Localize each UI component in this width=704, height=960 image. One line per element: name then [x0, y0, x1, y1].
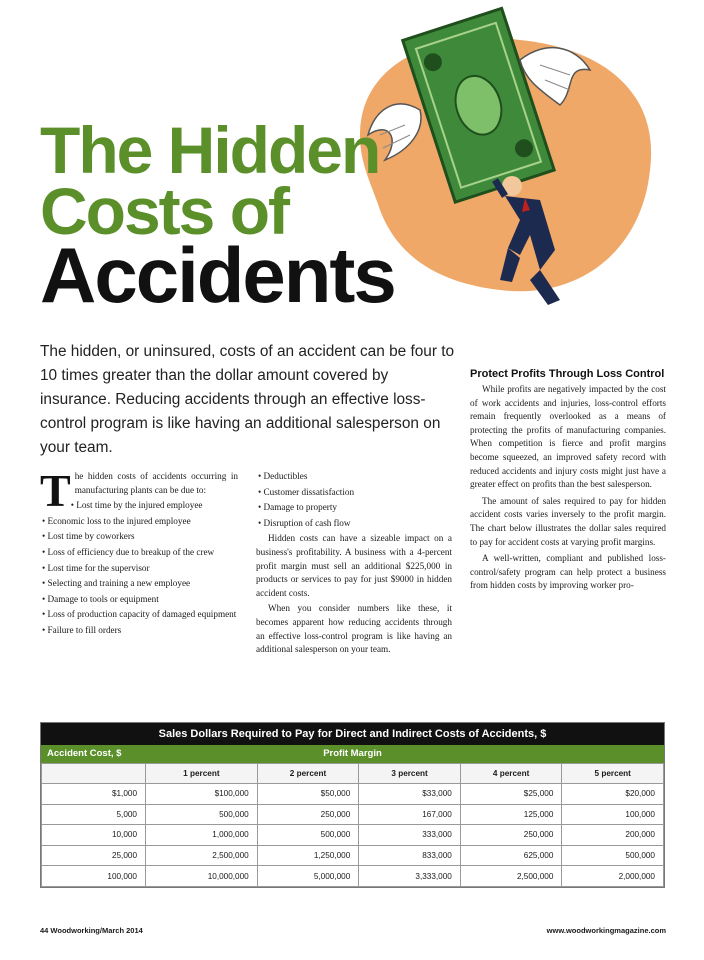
- title-line-3: Accidents: [40, 231, 395, 319]
- table-cell: $1,000: [42, 784, 146, 805]
- table-cell: 2,500,000: [146, 845, 258, 866]
- table-cell: 250,000: [460, 825, 562, 846]
- table-cell: 1,250,000: [257, 845, 359, 866]
- body-paragraph: Hidden costs can have a sizeable impact on a business's profitability. A business with a 4-percent profit margin must sell an additional $225,000 in products or services to pay for just $9000 in hidden accident costs.: [256, 533, 452, 598]
- table-cell: 125,000: [460, 804, 562, 825]
- list-item: • Loss of production capacity of damaged equipment: [42, 609, 237, 620]
- column-header: 2 percent: [257, 764, 359, 784]
- intro-paragraph: The hidden costs of accidents occurring in manufacturing plants can be due to:: [40, 465, 238, 516]
- table-row: [42, 825, 664, 846]
- footer-right: www.woodworkingmagazine.com: [546, 926, 666, 935]
- table-cell: $33,000: [359, 784, 461, 805]
- column-2: [256, 470, 452, 659]
- table-cell: 100,000: [42, 866, 146, 887]
- table-cell: $20,000: [562, 784, 664, 805]
- table-cell: 5,000,000: [257, 866, 359, 887]
- column-header: 4 percent: [460, 764, 562, 784]
- column-3: [470, 368, 666, 596]
- list-item: • Selecting and training a new employee: [42, 578, 191, 589]
- header-row: [42, 764, 664, 784]
- list-item: • Customer dissatisfaction: [258, 486, 355, 497]
- column-header: 1 percent: [146, 764, 258, 784]
- body-paragraph: When you consider numbers like these, it becomes apparent how reducing accidents through an effective loss-control program is like having an additional salesperson on your team.: [256, 603, 452, 655]
- list-item: • Lost time for the supervisor: [42, 562, 150, 573]
- table-row: [42, 804, 664, 825]
- table-row: [42, 784, 664, 805]
- title-line-1: The Hidden: [40, 113, 380, 187]
- table-cell: 25,000: [42, 845, 146, 866]
- table-cell: 2,000,000: [562, 866, 664, 887]
- sales-table: [40, 722, 665, 888]
- list-item: • Deductibles: [258, 471, 308, 481]
- list-item: • Damage to property: [258, 502, 337, 513]
- table-cell: 5,000: [42, 804, 146, 825]
- data-table: [41, 763, 664, 887]
- table-cell: $50,000: [257, 784, 359, 805]
- table-title: Sales Dollars Required to Pay for Direct and Indirect Costs of Accidents, $: [41, 723, 664, 745]
- list-item: • Failure to fill orders: [42, 624, 122, 635]
- table-cell: 500,000: [562, 845, 664, 866]
- title-line-2: Costs of: [40, 174, 288, 248]
- body-paragraph: A well-written, compliant and published loss-control/safety program can help protect a business from hidden costs by improving worker pro-: [470, 553, 666, 591]
- column-header: [42, 764, 146, 784]
- table-cell: 250,000: [257, 804, 359, 825]
- lede-paragraph: The hidden, or uninsured, costs of an accident can be four to 10 times greater than the dollar amount covered by insurance. Reducing accidents through an effective loss-control program is like having an additional salesperson on your team.: [40, 343, 455, 456]
- column-1: [40, 465, 238, 640]
- list-item: • Lost time by the injured employee: [70, 500, 203, 511]
- list-item: • Lost time by coworkers: [42, 531, 135, 542]
- table-cell: 500,000: [257, 825, 359, 846]
- table-group-header: [41, 745, 664, 763]
- table-row: [42, 866, 664, 887]
- table-cell: 200,000: [562, 825, 664, 846]
- footer-left: 44 Woodworking/March 2014: [40, 926, 143, 935]
- list-item: • Damage to tools or equipment: [42, 593, 159, 604]
- list-item: • Loss of efficiency due to breakup of the crew: [42, 546, 215, 557]
- table-row: [42, 845, 664, 866]
- table-cell: 333,000: [359, 825, 461, 846]
- table-cell: $25,000: [460, 784, 562, 805]
- table-cell: 625,000: [460, 845, 562, 866]
- section-heading: Protect Profits Through Loss Control: [470, 368, 665, 380]
- table-cell: 167,000: [359, 804, 461, 825]
- accident-cost-label: Accident Cost, $: [47, 748, 122, 759]
- table-cell: 1,000,000: [146, 825, 258, 846]
- body-paragraph: The amount of sales required to pay for hidden accident costs varies inversely to the profit margin. The chart below illustrates the dollar sales required to pay for accident costs at varying profit margins.: [470, 495, 666, 547]
- table-cell: 10,000: [42, 825, 146, 846]
- drop-cap: T: [40, 465, 71, 516]
- body-paragraph: While profits are negatively impacted by the cost of work accidents and injuries, loss-control efforts remain frequently overlooked as a means of protecting the profits of manufacturing companies. When competition is fierce and profit margins become squeezed, an improved safety record with reduced accidents and injury costs might just have a greater effect on profits than the best salesperson.: [470, 384, 666, 490]
- profit-margin-label: Profit Margin: [323, 748, 382, 759]
- column-header: 5 percent: [562, 764, 664, 784]
- table-cell: 10,000,000: [146, 866, 258, 887]
- list-item: • Disruption of cash flow: [258, 517, 351, 528]
- table-cell: 833,000: [359, 845, 461, 866]
- table-cell: 3,333,000: [359, 866, 461, 887]
- table-cell: 500,000: [146, 804, 258, 825]
- list-item: • Economic loss to the injured employee: [42, 515, 191, 526]
- table-cell: 2,500,000: [460, 866, 562, 887]
- table-cell: $100,000: [146, 784, 258, 805]
- table-cell: 100,000: [562, 804, 664, 825]
- column-header: 3 percent: [359, 764, 461, 784]
